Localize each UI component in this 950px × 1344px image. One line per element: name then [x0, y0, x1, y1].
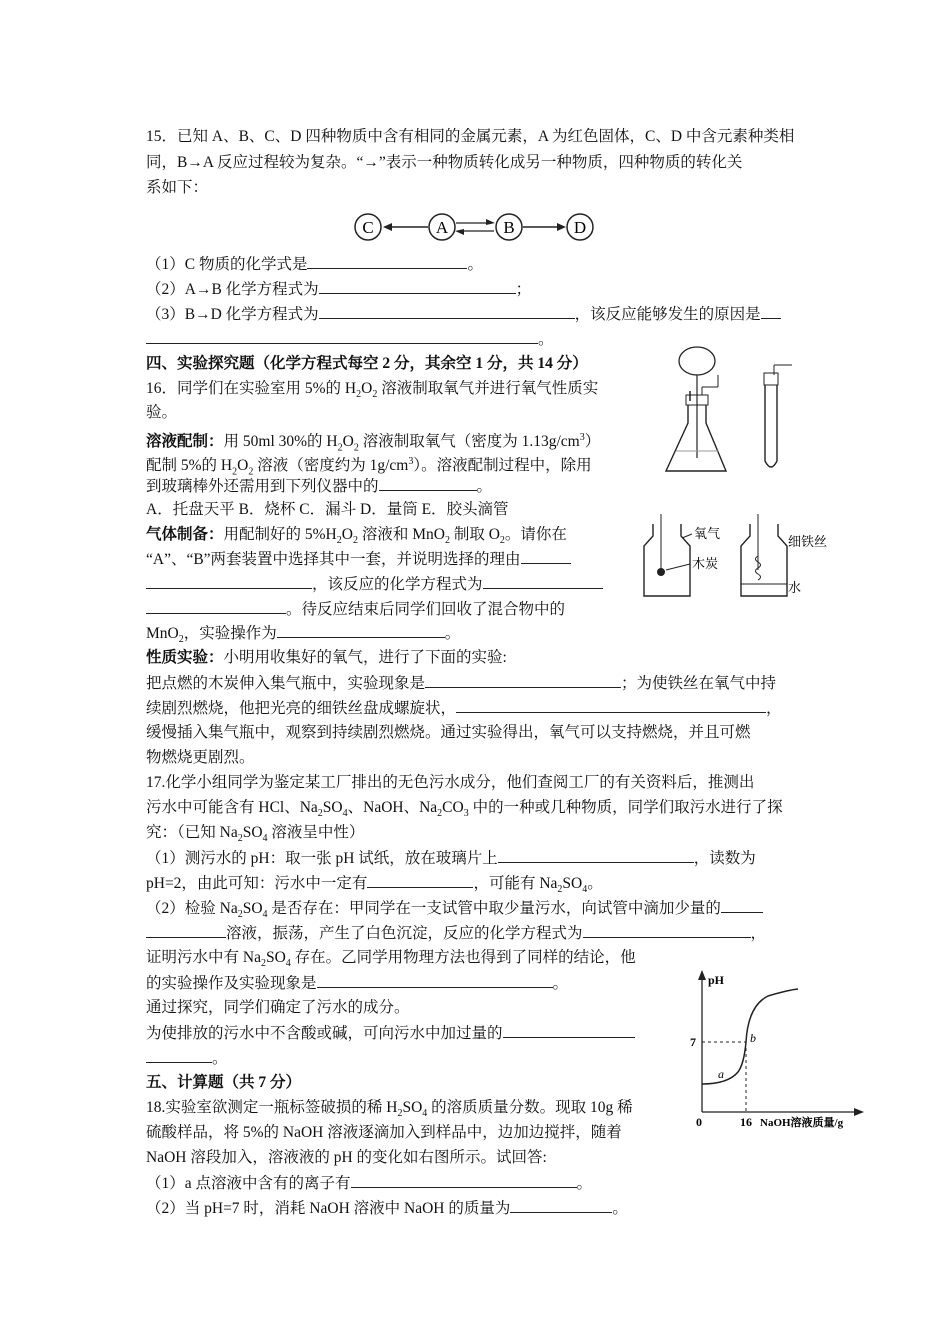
q15-sub2-end: ；	[515, 281, 532, 298]
q15-sub2-text: （2）A→B 化学方程式为	[146, 281, 319, 298]
q17-neutralizer-blank-start[interactable]	[503, 1023, 635, 1038]
q15-sub3	[146, 304, 781, 325]
q17-line12: 。	[146, 1048, 228, 1069]
q17-ph-method-blank[interactable]	[498, 848, 694, 863]
q16-gas-line: 气体制备：用配制好的 $5\%H_2O_2$ 溶液和 MnO$_2$ 制取 $O_2$。请你在	[146, 526, 567, 547]
point-b-label: b	[750, 1031, 756, 1045]
q17-equation-blank[interactable]	[583, 923, 751, 938]
q16-line10: 。待反应结束后同学们回收了混合物中的	[146, 599, 565, 620]
q16-line9: ，该反应的化学方程式为	[146, 574, 603, 595]
origin-label: 0	[696, 1115, 702, 1129]
q15-sub3-mid: ，该反应能够发生的原因是	[574, 306, 761, 323]
node-b-label: B	[503, 218, 515, 237]
q17-physical-method-blank[interactable]	[317, 973, 553, 988]
q16-phenomenon-blank[interactable]	[425, 673, 621, 688]
prep-label: 溶液配制：	[146, 433, 224, 451]
q16-line13: 把点燃的木炭伸入集气瓶中，实验现象是 ；为使铁丝在氧气中持	[146, 675, 777, 692]
conical-flask	[666, 405, 726, 471]
node-d-label: D	[573, 218, 587, 237]
q17-line1: 17.化学小组同学为鉴定某工厂排出的无色污水成分，他们查阅工厂的有关资料后，推测出	[146, 774, 755, 791]
q17-line11: 为使排放的污水中不含酸或碱，可向污水中加过量的	[146, 1023, 635, 1044]
q16-line8: “A”、“B”两套装置中选择其中一套，并说明选择的理由	[146, 549, 571, 570]
q16-line1: 16．同学们在实验室用 5%的 $H_2O_2$ 溶液制取氧气并进行氧气性质实	[146, 380, 599, 401]
q18-line4: （1）a 点溶液中含有的离子有 。	[146, 1175, 593, 1192]
point-a-label: a	[718, 1067, 724, 1081]
q16-line5: 到玻璃棒外还需用到下列仪器中的 。	[146, 478, 493, 495]
q18-naoh-mass-blank[interactable]	[510, 1198, 612, 1213]
q17-line3: 究：（已知 $Na_2SO_4$ 溶液呈中性）	[146, 824, 365, 845]
q16-line2: 验。	[146, 404, 178, 421]
q15-sub3-text: （3）B→D 化学方程式为	[146, 306, 319, 323]
combustion-figure	[638, 512, 838, 602]
q17-line8: 证明污水中有 $Na_2SO_4$ 存在。乙同学用物理方法也得到了同样的结论，他	[146, 949, 636, 970]
q18-line5: （2）当 pH=7 时，消耗 NaOH 溶液中 NaOH 的质量为 。	[146, 1200, 628, 1217]
x-axis-label: NaOH溶液质量/g	[760, 1117, 844, 1129]
q17-line10: 通过探究，同学们确定了污水的成分。	[146, 999, 410, 1016]
q16-line4: 配制 5%的 $H_2O_2$ 溶液（密度约为 $1g/cm^3$）。溶液配制过程中，除用	[146, 456, 592, 478]
q16-prep-line: 溶液配制：用 50ml 30%的 $H_2O_2$ 溶液制取氧气（密度为 $1.13g/cm^3$）	[146, 432, 601, 454]
q17-certain-blank[interactable]	[367, 873, 473, 888]
q18-line3: NaOH 溶段加入，溶液液的 pH 的变化如右图所示。试回答:	[146, 1149, 547, 1166]
node-a-label: A	[435, 218, 449, 237]
bottle-b	[741, 524, 787, 596]
q17-line4: （1）测污水的 pH：取一张 pH 试纸，放在玻璃片上 ，读数为	[146, 850, 756, 867]
q15-line2: 同，B→A 反应过程较为复杂。“→”表示一种物质转化成另一种物质，四种物质的转化关	[146, 154, 743, 171]
section4-title: 四、实验探究题（化学方程式每空 2 分，其余空 1 分，共 14 分）	[146, 355, 588, 372]
q17-line6: （2）检验 $Na_2SO_4$ 是否存在：甲同学在一支试管中取少量污水，向试管中滴加少量的	[146, 898, 763, 925]
test-tube	[765, 385, 777, 467]
ph-graph	[678, 966, 878, 1136]
node-c-label: C	[362, 218, 374, 237]
q16-equation-blank[interactable]	[146, 599, 286, 614]
y-tick-7: 7	[690, 1035, 696, 1049]
q16-spiral-reason-blank[interactable]	[456, 698, 766, 713]
q18-ions-blank[interactable]	[351, 1173, 577, 1188]
label-charcoal: 木炭	[692, 556, 719, 571]
q16-equation-blank-start[interactable]	[483, 574, 603, 589]
q15-sub1-end: 。	[467, 256, 483, 273]
q17-line9: 的实验操作及实验现象是 。	[146, 975, 569, 992]
q15-ab-equation-blank[interactable]	[319, 279, 516, 294]
q16-line14: 续剧烈燃烧，他把光亮的细铁丝盘成螺旋状， ，	[146, 700, 782, 717]
q15-c-formula-blank[interactable]	[307, 254, 467, 269]
gas-label: 气体制备：	[146, 526, 224, 543]
label-water: 水	[788, 580, 802, 595]
q16-line16: 物燃烧更剧烈。	[146, 749, 255, 766]
q15-sub3-end: 。	[538, 331, 554, 348]
section5-title: 五、计算题（共 7 分）	[146, 1074, 302, 1091]
x-tick-16: 16	[740, 1115, 752, 1129]
q18-line1: 18.实验室欲测定一瓶标签破损的稀 $H_2SO_4$ 的溶质质量分数。现取 10g 稀	[146, 1099, 633, 1120]
q15-line1: 15．已知 A、B、C、D 四种物质中含有相同的金属元素，A 为红色固体，C、D 中含元素种类相	[146, 128, 795, 145]
prop-label: 性质实验：	[146, 649, 224, 666]
q15-sub2	[146, 279, 531, 300]
y-axis-label: pH	[708, 973, 725, 987]
bottle-a	[644, 524, 690, 596]
apparatus-figure	[660, 343, 810, 483]
funnel	[679, 347, 715, 375]
q16-options: A．托盘天平 B．烧杯 C．漏斗 D．量筒 E．胶头滴管	[146, 501, 509, 518]
q16-reason-blank[interactable]	[146, 574, 312, 589]
q16-instrument-blank[interactable]	[379, 476, 477, 491]
q17-line7: 溶液，振荡，产生了白色沉淀，反应的化学方程式为 ，	[146, 923, 766, 944]
q15-line3: 系如下：	[146, 179, 209, 196]
q15-sub1	[146, 254, 483, 275]
q15-sub3-cont	[146, 329, 554, 350]
q17-line5: pH=2，由此可知：污水中一定有 ，可能有 $Na_2SO_4$。	[146, 875, 603, 896]
q17-line2: 污水中可能含有 HCl、$Na_2SO_4$、NaOH、$Na_2CO_3$ 中的一种或几种物质，同学们取污水进行了探	[146, 799, 783, 820]
q15-reason-blank-start[interactable]	[761, 304, 781, 319]
q18-line2: 硫酸样品，将 5%的 NaOH 溶液逐滴加入到样品中，边加边搅拌，随着	[146, 1124, 622, 1141]
q17-reagent-blank[interactable]	[146, 923, 226, 938]
label-oxygen: 氧气	[694, 526, 721, 541]
q15-reason-blank[interactable]	[146, 329, 538, 344]
q16-reason-blank-start[interactable]	[521, 549, 571, 564]
q16-operation-blank[interactable]	[277, 623, 445, 638]
label-iron-wire: 细铁丝	[788, 534, 828, 549]
q17-neutralizer-blank[interactable]	[146, 1048, 212, 1063]
q15-bd-equation-blank[interactable]	[319, 304, 575, 319]
q17-reagent-blank-start[interactable]	[721, 898, 763, 913]
q15-sub1-text: （1）C 物质的化学式是	[146, 256, 308, 273]
q16-line15: 缓慢插入集气瓶中，观察到持续剧烈燃烧。通过实验得出，氧气可以支持燃烧，并且可燃	[146, 724, 751, 741]
q16-line11: MnO$_2$，实验操作为 。	[146, 625, 461, 646]
test-tube-stopper	[764, 373, 778, 385]
conversion-diagram	[350, 207, 600, 247]
q16-prop-line: 性质实验：小明用收集好的氧气，进行了下面的实验:	[146, 649, 507, 666]
